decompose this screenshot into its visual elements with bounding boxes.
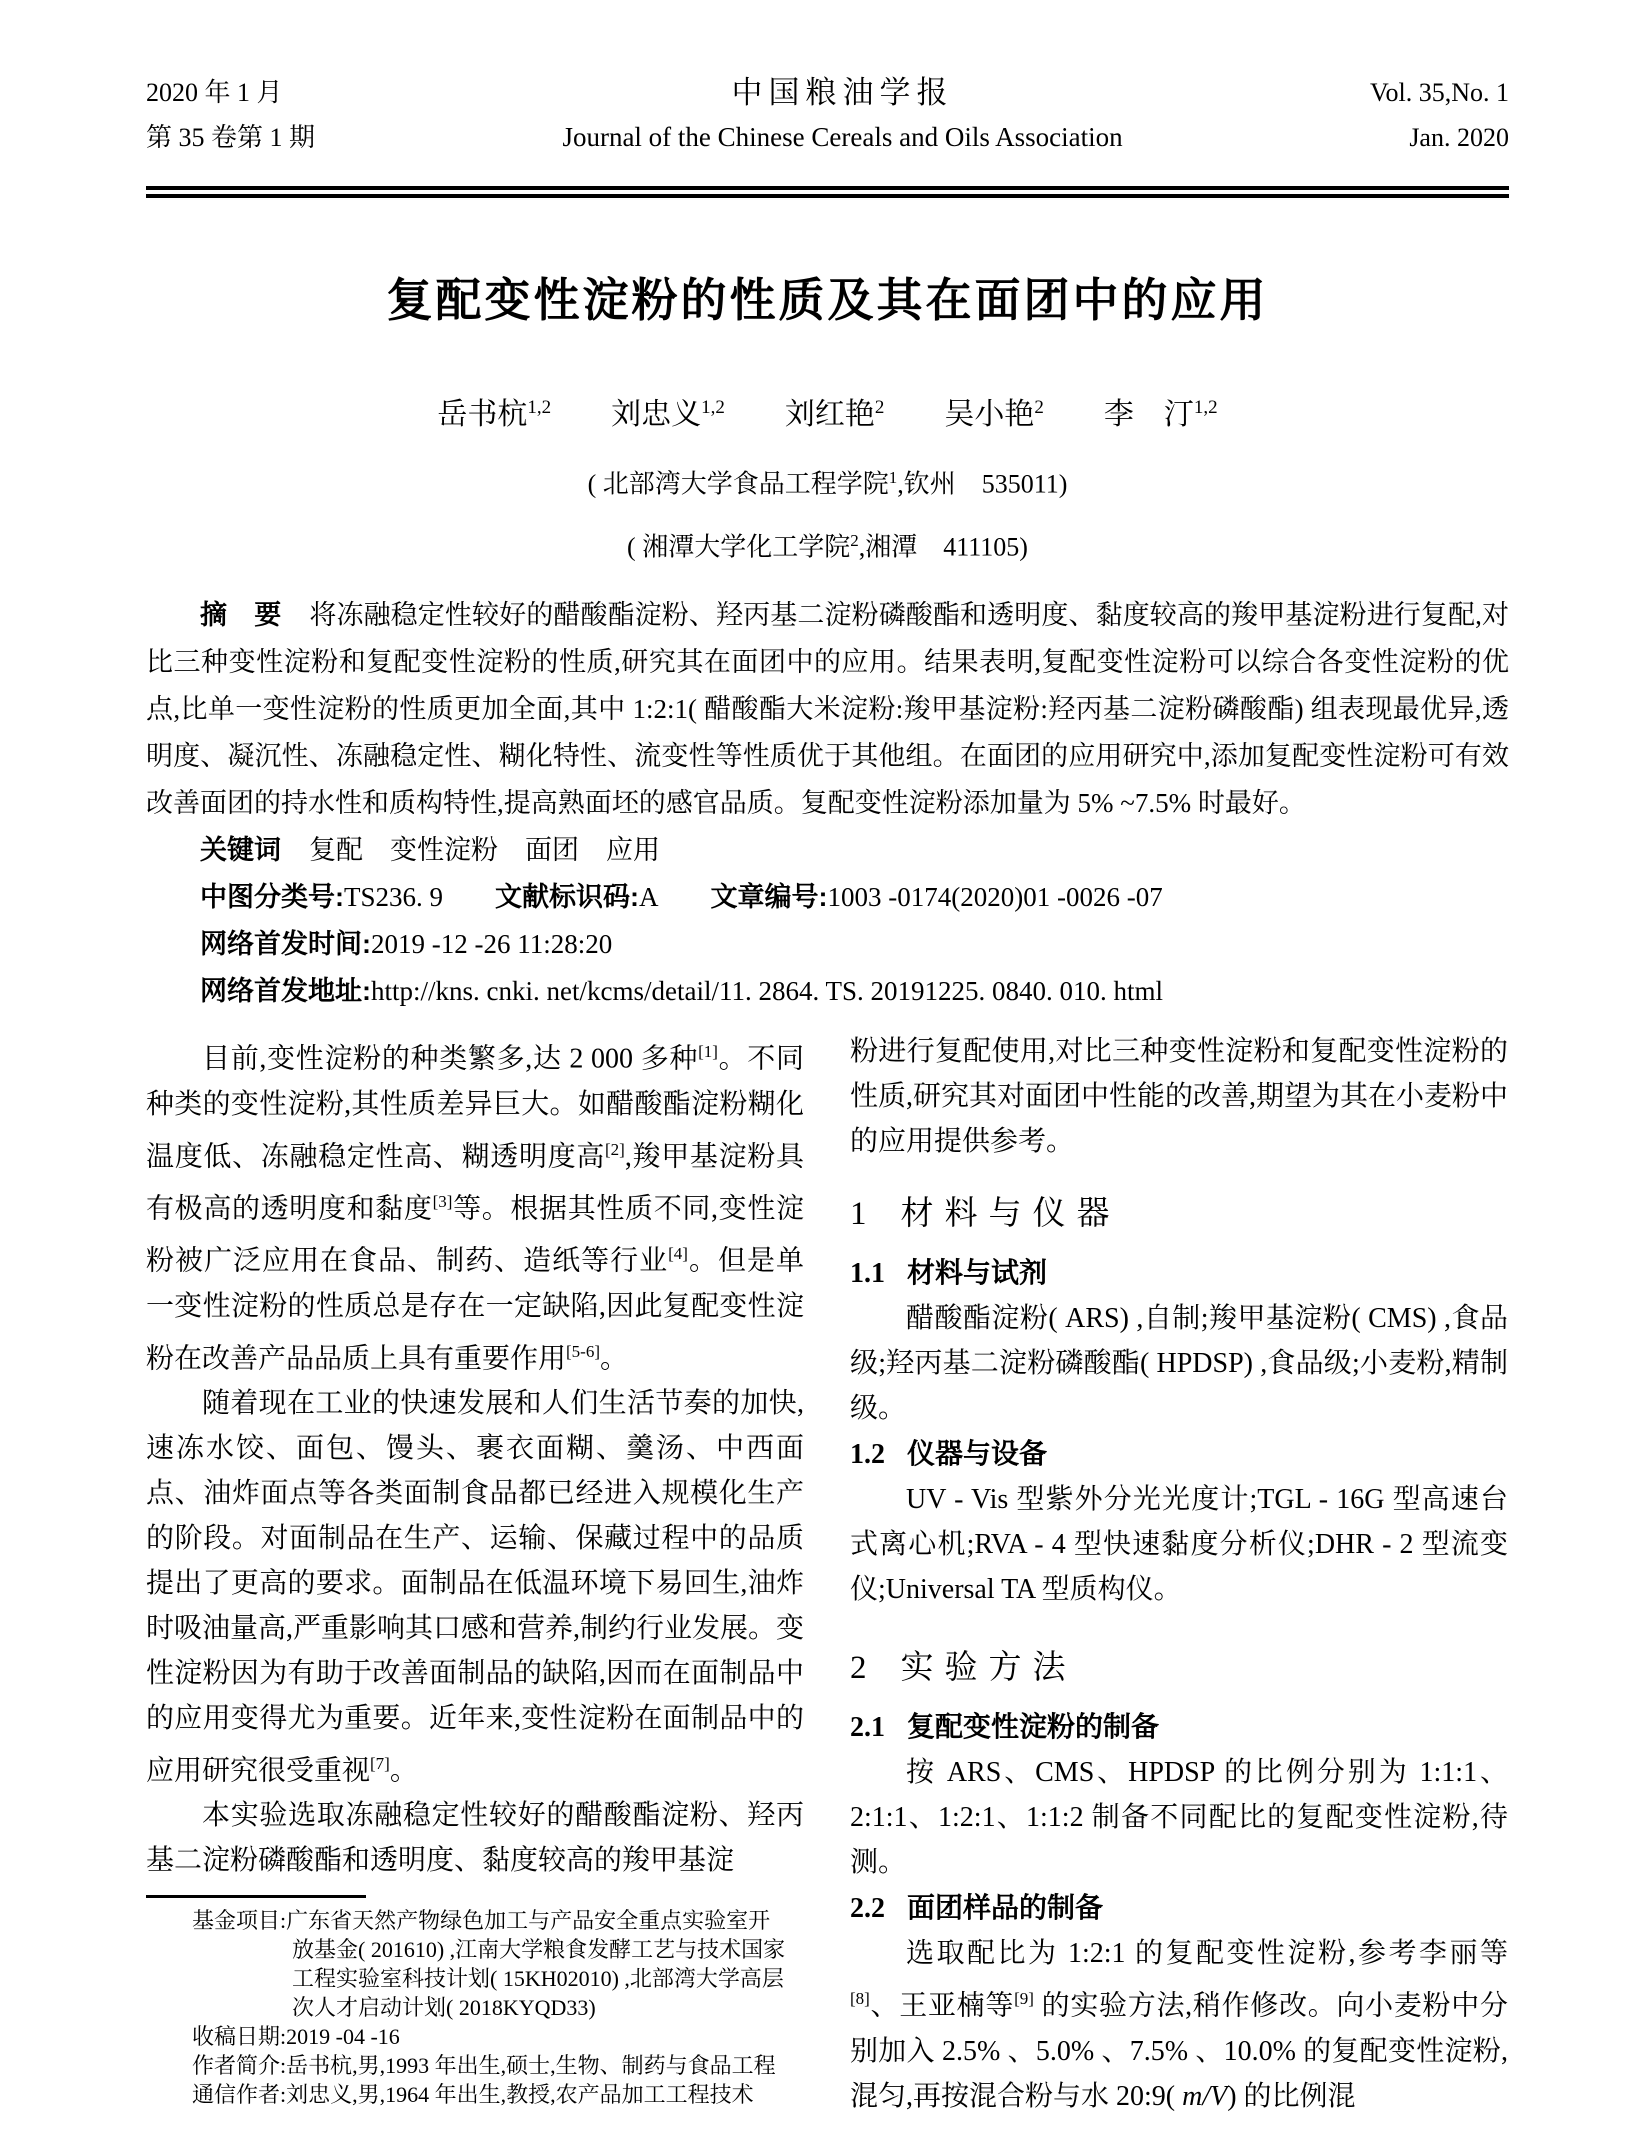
issue-date-en: Jan. 2020 xyxy=(1409,123,1509,152)
section-1-heading xyxy=(850,1188,1508,1240)
section-2-2-number: 2.2 xyxy=(850,1893,885,1925)
article-id-value: 1003 -0174(2020)01 -0026 -07 xyxy=(827,882,1163,913)
clc-value: TS236. 9 xyxy=(344,882,444,913)
section-1-1-number: 1.1 xyxy=(850,1258,885,1290)
section-2-1-heading xyxy=(850,1704,1508,1750)
keywords-label: 关键词 xyxy=(200,835,281,866)
header-double-rule xyxy=(146,186,1509,198)
footnote-received-date: 收稿日期:2019 -04 -16 xyxy=(192,2024,400,2050)
footnote-author-bio: 作者简介:岳书杭,男,1993 年出生,硕士,生物、制药与食品工程 xyxy=(192,2053,776,2079)
left-column xyxy=(146,1029,804,2118)
section-2-1-number: 2.1 xyxy=(850,1712,885,1744)
section-1-title: 材料与仪器 xyxy=(900,1196,1121,1233)
header-right xyxy=(1370,70,1509,160)
header-center xyxy=(562,70,1122,160)
section-1-2-title: 仪器与设备 xyxy=(907,1438,1048,1470)
authors-line: 岳书杭$^{1,2}$ 刘忠义$^{1,2}$ 刘红艳$^2$ 吴小艳$^2$ 李 汀$^{1,2}$ xyxy=(437,397,1218,431)
section-2-2-heading xyxy=(850,1885,1508,1931)
online-url-line xyxy=(146,968,1509,1015)
paragraph-instruments: UV - Vis 型紫外分光光度计;TGL - 16G 型高速台式离心机;RVA - 4 型快速黏度分析仪;DHR - 2 型流变仪;Universal TA 型质构仪。 xyxy=(850,1484,1508,1606)
body-columns xyxy=(146,1029,1509,2118)
clc-label: 中图分类号: xyxy=(200,882,344,913)
paragraph-experiment-cont: 粉进行复配使用,对比三种变性淀粉和复配变性淀粉的性质,研究其对面团中性能的改善,期望为其在小麦粉中的应用提供参考。 xyxy=(850,1036,1509,1158)
section-2-1-title: 复配变性淀粉的制备 xyxy=(907,1711,1160,1743)
keywords-line xyxy=(146,827,1509,874)
article-title: 复配变性淀粉的性质及其在面团中的应用 xyxy=(386,275,1269,326)
doc-code-value: A xyxy=(639,882,659,913)
section-2-heading xyxy=(850,1642,1508,1694)
footnote-rule xyxy=(146,1895,366,1898)
online-url-value: http://kns. cnki. net/kcms/detail/11. 2864. TS. 20191225. 0840. 010. html xyxy=(371,976,1163,1007)
paragraph-experiment-lead: 本实验选取冻融稳定性较好的醋酸酯淀粉、羟丙基二淀粉磷酸酯和透明度、黏度较高的羧甲基淀 xyxy=(146,1800,804,1877)
right-column xyxy=(850,1029,1508,2118)
volume-issue-en: Vol. 35,No. 1 xyxy=(1370,78,1509,107)
journal-header xyxy=(146,70,1509,160)
paragraph-intro: 目前,变性淀粉的种类繁多,达 2 000 多种[1]。不同种类的变性淀粉,其性质差异巨大。如醋酸酯淀粉糊化温度低、冻融稳定性高、糊透明度高[2],羧甲基淀粉具有极高的透明度和黏度[3]等。根据其性质不同,变性淀粉被广泛应用在食品、制药、造纸等行业[4]。但是单一变性淀粉的性质总是存在一定缺陷,因此复配变性淀粉在改善产品品质上具有重要作用[5-6]。 xyxy=(146,1042,804,1374)
abstract-text: 将冻融稳定性较好的醋酸酯淀粉、羟丙基二淀粉磷酸酯和透明度、黏度较高的羧甲基淀粉进行复配,对比三种变性淀粉和复配变性淀粉的性质,研究其在面团中的应用。结果表明,复配变性淀粉可以综合各变性淀粉的优点,比单一变性淀粉的性质更加全面,其中 1:2:1( 醋酸酯大米淀粉:羧甲基淀粉:羟丙基二淀粉磷酸酯) 组表现最优异,透明度、凝沉性、冻融稳定性、糊化特性、流变性等性质优于其他组。在面团的应用研究中,添加复配变性淀粉可有效改善面团的持水性和质构特性,提高熟面坯的感官品质。复配变性淀粉添加量为 5% ~7.5% 时最好。 xyxy=(146,600,1510,819)
paragraph-industry: 随着现在工业的快速发展和人们生活节奏的加快,速冻水饺、面包、馒头、裹衣面糊、羹汤、中西面点、油炸面点等各类面制食品都已经进入规模化生产的阶段。对面制品在生产、运输、保藏过程中的品质提出了更高的要求。面制品在低温环境下易回生,油炸时吸油量高,严重影响其口感和营养,制约行业发展。变性淀粉因为有助于改善面制品的缺陷,因而在面制品中的应用变得尤为重要。近年来,变性淀粉在面制品中的应用研究很受重视[7]。 xyxy=(146,1387,805,1787)
journal-title-cn: 中国粮油学报 xyxy=(731,75,954,110)
footnote-fund-line-3: 工程实验室科技计划( 15KH02010) ,北部湾大学高层 xyxy=(292,1966,784,1992)
footnote-block xyxy=(146,1906,804,2109)
online-time-line xyxy=(146,921,1509,968)
online-url-label: 网络首发地址: xyxy=(200,976,371,1007)
paragraph-starch-prep: 按 ARS、CMS、HPDSP 的比例分别为 1:1:1、2:1:1、1:2:1、1:1:2 制备不同配比的复配变性淀粉,待测。 xyxy=(850,1757,1508,1879)
article-id-label: 文章编号: xyxy=(710,882,828,913)
abstract-label: 摘 要 xyxy=(200,600,282,631)
online-time-value: 2019 -12 -26 11:28:20 xyxy=(371,929,613,960)
doc-code-pair xyxy=(495,882,659,912)
header-left xyxy=(146,70,315,160)
footnote-fund-line-4: 次人才启动计划( 2018KYQD33) xyxy=(292,1995,596,2021)
section-1-1-title: 材料与试剂 xyxy=(907,1257,1048,1289)
keywords-text: 复配 变性淀粉 面团 应用 xyxy=(309,835,660,866)
issue-date-cn: 2020 年 1 月 xyxy=(146,78,283,107)
footnote-corresponding: 通信作者:刘忠义,男,1964 年出生,教授,农产品加工工程技术 xyxy=(192,2082,754,2108)
online-time-label: 网络首发时间: xyxy=(200,929,371,960)
journal-title-en: Journal of the Chinese Cereals and Oils Association xyxy=(562,122,1123,152)
footnote-fund-line-2: 放基金( 201610) ,江南大学粮食发酵工艺与技术国家 xyxy=(292,1937,786,1963)
section-1-2-number: 1.2 xyxy=(850,1439,885,1471)
affiliation-1: ( 北部湾大学食品工程学院$^1$,钦州 535011) xyxy=(587,468,1068,499)
section-1-1-heading xyxy=(850,1250,1508,1296)
section-2-title: 实验方法 xyxy=(900,1650,1077,1687)
affiliation-2: ( 湘潭大学化工学院$^2$,湘潭 411105) xyxy=(627,530,1028,562)
doc-code-label: 文献标识码: xyxy=(495,882,640,913)
paragraph-dough-prep: 选取配比为 1:2:1 的复配变性淀粉,参考李丽等[8]、王亚楠等[9] 的实验方法,稍作修改。向小麦粉中分别加入 2.5% 、5.0% 、7.5% 、10.0% 的复配变性淀粉,混匀,再按混合粉与水 20:9( m/V) 的比例混 xyxy=(850,1938,1508,2112)
section-1-2-heading xyxy=(850,1431,1508,1477)
section-1-number: 1 xyxy=(850,1196,867,1233)
section-2-number: 2 xyxy=(850,1650,867,1687)
footnote-fund-line-1: 基金项目:广东省天然产物绿色加工与产品安全重点实验室开 xyxy=(192,1908,771,1934)
article-id-pair xyxy=(711,882,1163,912)
clc-pair xyxy=(200,882,443,912)
classification-line xyxy=(146,874,1509,921)
section-2-2-title: 面团样品的制备 xyxy=(907,1892,1104,1924)
paragraph-materials: 醋酸酯淀粉( ARS) ,自制;羧甲基淀粉( CMS) ,食品级;羟丙基二淀粉磷酸酯( HPDSP) ,食品级;小麦粉,精制级。 xyxy=(850,1303,1508,1425)
abstract-paragraph xyxy=(146,592,1509,827)
volume-issue-cn: 第 35 卷第 1 期 xyxy=(146,123,316,152)
